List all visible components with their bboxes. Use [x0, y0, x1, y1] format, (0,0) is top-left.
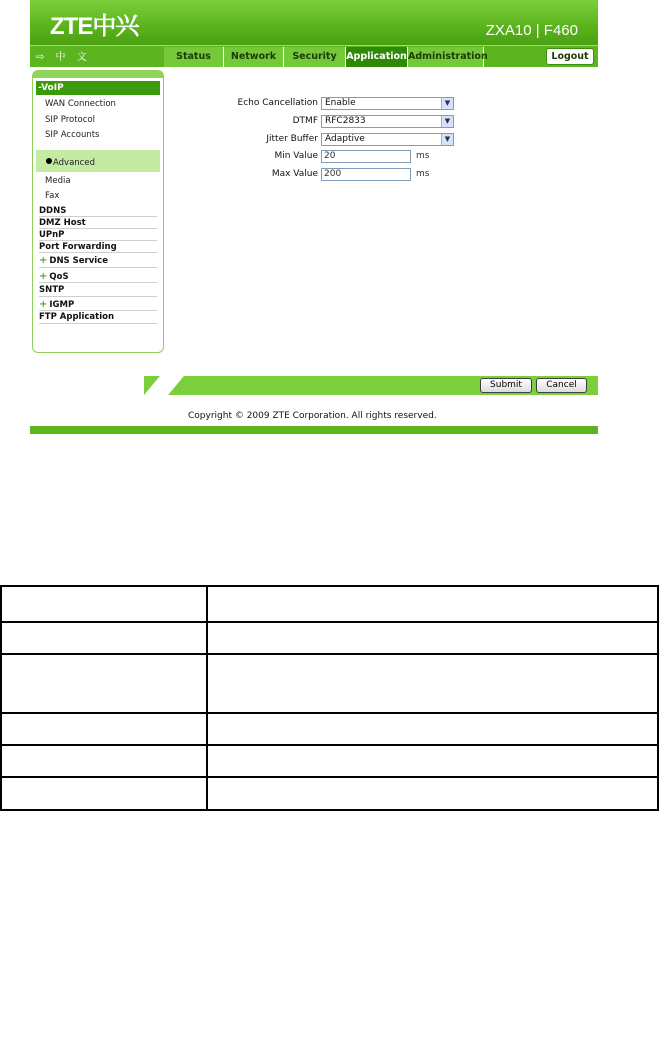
table-cell [207, 713, 658, 745]
sidebar-item-advanced[interactable] [36, 150, 160, 172]
sidebar-item-label: IGMP [49, 299, 75, 310]
table-cell [207, 654, 658, 713]
sidebar-item-upnp[interactable]: UPnP [39, 229, 157, 241]
sidebar-top-bar [33, 71, 163, 78]
main-tabs [164, 47, 488, 67]
jitter-buffer-select[interactable] [321, 133, 454, 146]
jitter-buffer-value: Adaptive [325, 134, 365, 144]
min-value-label: Min Value [274, 151, 318, 161]
expand-plus-icon: + [39, 270, 48, 282]
copyright-text: Copyright © 2009 ZTE Corporation. All rights reserved. [188, 411, 437, 421]
sidebar-item-dns-service[interactable] [39, 253, 157, 268]
table-row [1, 713, 658, 745]
header-banner [30, 0, 598, 45]
chevron-down-icon[interactable]: ▼ [441, 134, 453, 145]
dtmf-value: RFC2833 [325, 116, 366, 126]
jitter-buffer-row [180, 133, 600, 147]
tab-administration[interactable]: Administration [408, 47, 484, 67]
sidebar-item-label: QoS [49, 271, 69, 282]
table-row [1, 654, 658, 713]
table-row [1, 622, 658, 654]
sidebar-section-voip[interactable]: -VoIP [36, 81, 160, 95]
sidebar-item-fax[interactable]: Fax [45, 191, 60, 201]
table-cell [1, 777, 207, 810]
table-row [1, 777, 658, 810]
max-value-unit: ms [416, 169, 430, 179]
max-value-input[interactable]: 200 [321, 168, 411, 181]
dtmf-select[interactable] [321, 115, 454, 128]
table-cell [207, 586, 658, 622]
zte-logo: ZTE中兴 [50, 13, 139, 40]
sidebar-item-label: DNS Service [49, 255, 108, 266]
router-web-ui [30, 0, 598, 434]
top-nav [30, 45, 598, 67]
tab-application[interactable]: Application [346, 47, 408, 67]
echo-cancellation-label: Echo Cancellation [237, 98, 318, 108]
cancel-button[interactable]: Cancel [536, 378, 587, 393]
sidebar-item-wan-connection[interactable]: WAN Connection [45, 99, 116, 109]
table-row [1, 586, 658, 622]
sidebar-item-sntp[interactable]: SNTP [39, 283, 157, 297]
min-value-input[interactable]: 20 [321, 150, 411, 163]
sidebar-item-sip-protocol[interactable]: SIP Protocol [45, 114, 95, 125]
expand-plus-icon: + [39, 254, 48, 266]
table-cell [1, 713, 207, 745]
min-value-unit: ms [416, 151, 430, 161]
chevron-down-icon[interactable]: ▼ [441, 116, 453, 127]
table-row [1, 745, 658, 777]
table-cell [207, 622, 658, 654]
table-cell [1, 745, 207, 777]
sidebar-menu [32, 70, 164, 353]
table-cell [1, 654, 207, 713]
chevron-down-icon[interactable]: ▼ [441, 98, 453, 109]
min-value-row [180, 150, 600, 164]
sidebar-item-ftp-application[interactable]: FTP Application [39, 311, 157, 324]
bullet-icon [46, 158, 52, 164]
expand-plus-icon: + [39, 298, 48, 310]
sidebar-item-sip-accounts[interactable]: SIP Accounts [45, 130, 100, 140]
sidebar-item-igmp[interactable] [39, 297, 157, 311]
table-cell [1, 622, 207, 654]
max-value-label: Max Value [271, 169, 318, 179]
sidebar-item-dmz-host[interactable]: DMZ Host [39, 217, 157, 229]
sidebar-item-media[interactable]: Media [45, 175, 71, 186]
echo-cancellation-value: Enable [325, 98, 356, 108]
tab-status[interactable]: Status [164, 47, 224, 67]
blank-table [0, 585, 659, 811]
submit-button[interactable]: Submit [480, 378, 532, 393]
sidebar-item-port-forwarding[interactable]: Port Forwarding [39, 241, 157, 253]
footer-bottom-bar [30, 426, 598, 434]
echo-cancellation-row [180, 97, 600, 111]
sidebar-item-qos[interactable] [39, 268, 157, 283]
sidebar-item-ddns[interactable]: DDNS [39, 205, 157, 217]
tab-network[interactable]: Network [224, 47, 284, 67]
echo-cancellation-select[interactable] [321, 97, 454, 110]
sidebar-item-label: Advanced [53, 157, 95, 168]
dtmf-row [180, 115, 600, 129]
max-value-row [180, 168, 600, 182]
device-model: ZXA10 | F460 [485, 22, 578, 39]
tab-security[interactable]: Security [284, 47, 346, 67]
table-cell [1, 586, 207, 622]
language-switch[interactable]: ⇨ 中 文 [36, 52, 91, 63]
table-cell [207, 777, 658, 810]
jitter-buffer-label: Jitter Buffer [266, 134, 318, 144]
table-cell [207, 745, 658, 777]
logout-button[interactable]: Logout [546, 48, 594, 65]
dtmf-label: DTMF [292, 116, 318, 126]
